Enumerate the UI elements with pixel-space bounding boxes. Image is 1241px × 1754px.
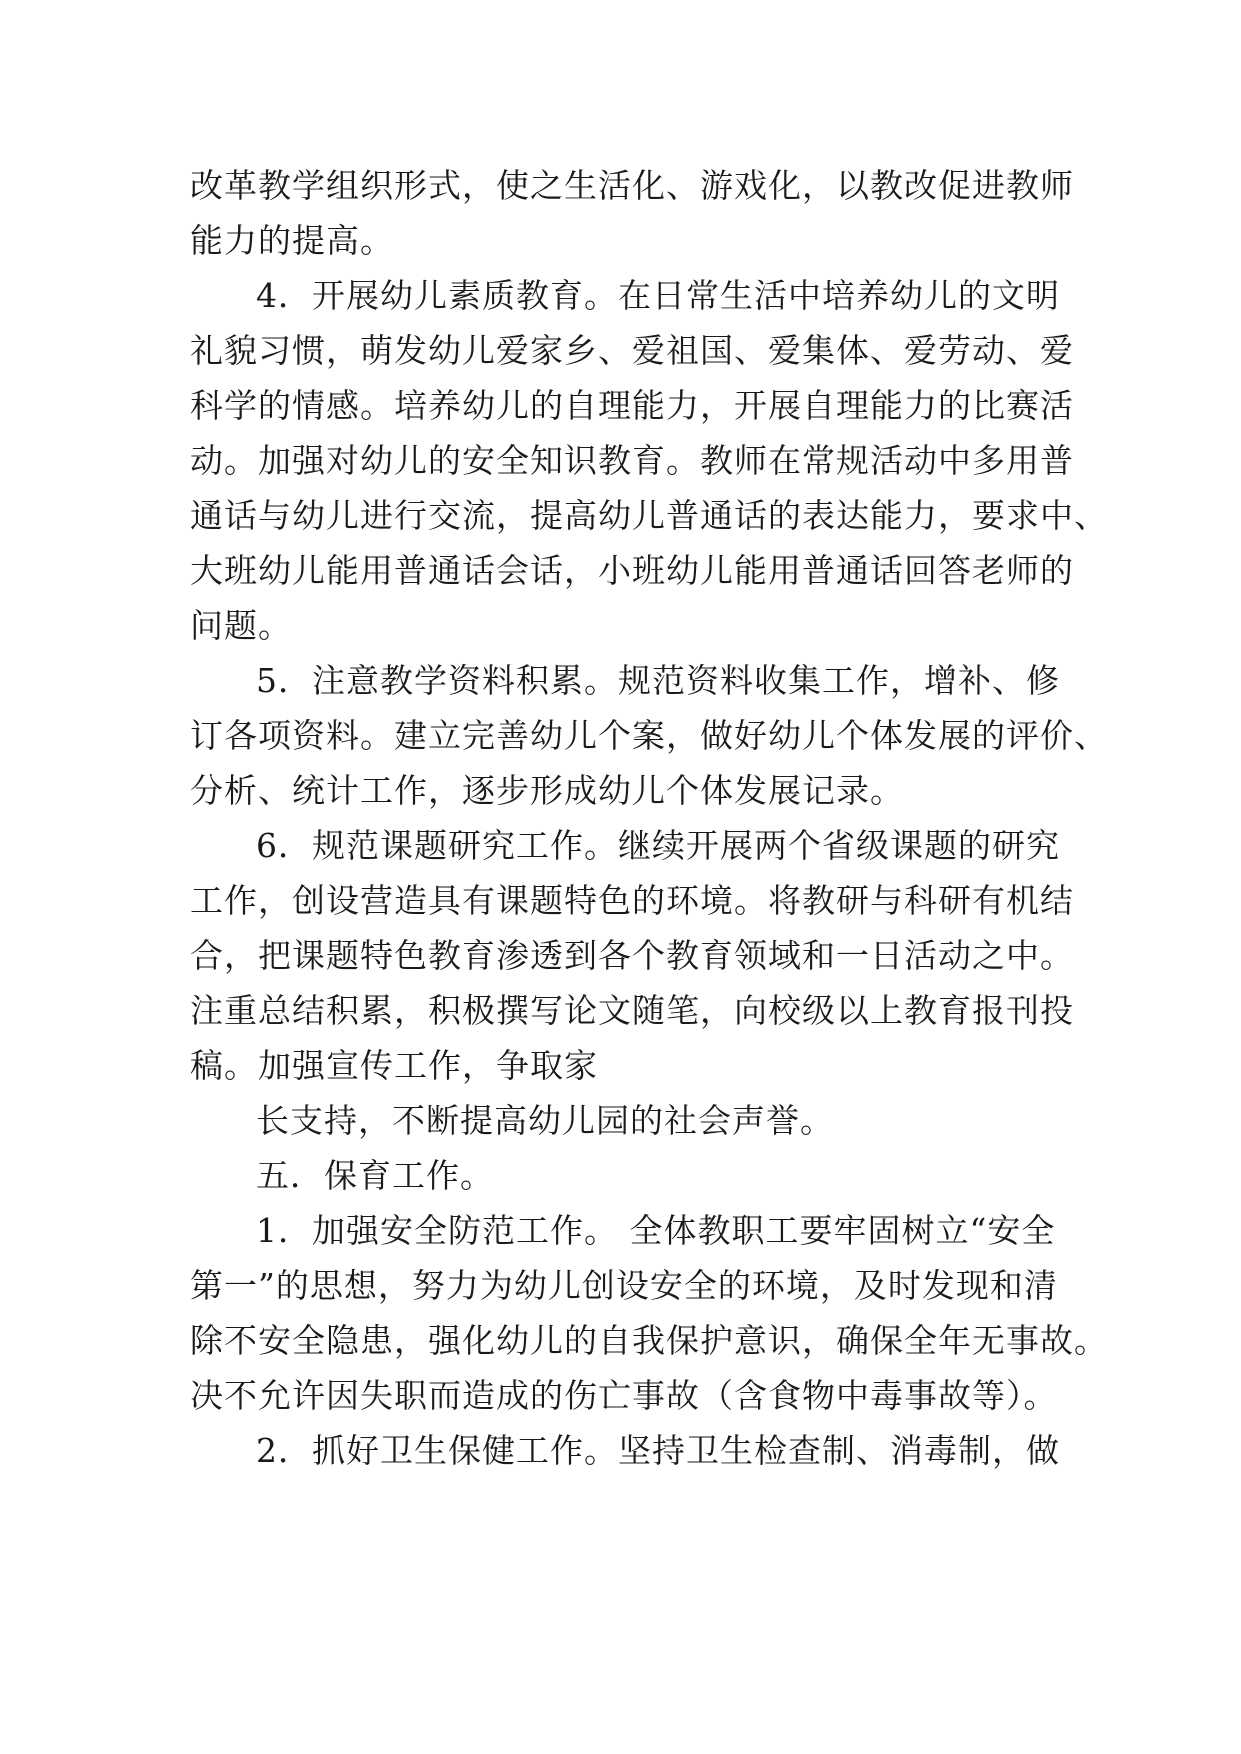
text-line: 决不允许因失职而造成的伤亡事故（含食物中毒事故等）。 <box>190 1376 1058 1415</box>
text-line: 科学的情感。培养幼儿的自理能力，开展自理能力的比赛活 <box>190 386 1074 425</box>
text-line: 工作，创设营造具有课题特色的环境。将教研与科研有机结 <box>190 881 1074 920</box>
section-5-heading: 五．保育工作。 <box>256 1156 494 1195</box>
item-6-heading: 6．规范课题研究工作。继续开展两个省级课题的研究 <box>256 826 1060 865</box>
text-line: 除不安全隐患，强化幼儿的自我保护意识，确保全年无事故。 <box>190 1321 1108 1360</box>
text-line: 分析、统计工作，逐步形成幼儿个体发展记录。 <box>190 771 904 810</box>
text-line: 通话与幼儿进行交流，提高幼儿普通话的表达能力，要求中、 <box>190 496 1108 535</box>
text-line: 合，把课题特色教育渗透到各个教育领域和一日活动之中。 <box>190 936 1074 975</box>
text-line: 动。加强对幼儿的安全知识教育。教师在常规活动中多用普 <box>190 441 1074 480</box>
item-2-heading: 2．抓好卫生保健工作。坚持卫生检查制、消毒制，做 <box>256 1431 1060 1470</box>
document-body <box>190 158 1108 1478</box>
text-line: 礼貌习惯，萌发幼儿爱家乡、爱祖国、爱集体、爱劳动、爱 <box>190 331 1074 370</box>
item-4-heading: 4．开展幼儿素质教育。在日常生活中培养幼儿的文明 <box>256 276 1060 315</box>
item-5-heading: 5．注意教学资料积累。规范资料收集工作，增补、修 <box>256 661 1060 700</box>
text-line: 改革教学组织形式，使之生活化、游戏化，以教改促进教师 <box>190 166 1074 205</box>
text-line: 稿。加强宣传工作，争取家 <box>190 1046 598 1085</box>
text-line: 注重总结积累，积极撰写论文随笔，向校级以上教育报刊投 <box>190 991 1074 1030</box>
item-1-heading: 1．加强安全防范工作。 全体教职工要牢固树立“安全 <box>256 1211 1056 1250</box>
text-line: 长支持，不断提高幼儿园的社会声誉。 <box>256 1101 834 1140</box>
text-line: 订各项资料。建立完善幼儿个案，做好幼儿个体发展的评价、 <box>190 716 1108 755</box>
text-line: 能力的提高。 <box>190 221 394 260</box>
text-line: 大班幼儿能用普通话会话，小班幼儿能用普通话回答老师的 <box>190 551 1074 590</box>
text-line: 问题。 <box>190 606 292 645</box>
text-line: 第一”的思想，努力为幼儿创设安全的环境，及时发现和清 <box>190 1266 1058 1305</box>
